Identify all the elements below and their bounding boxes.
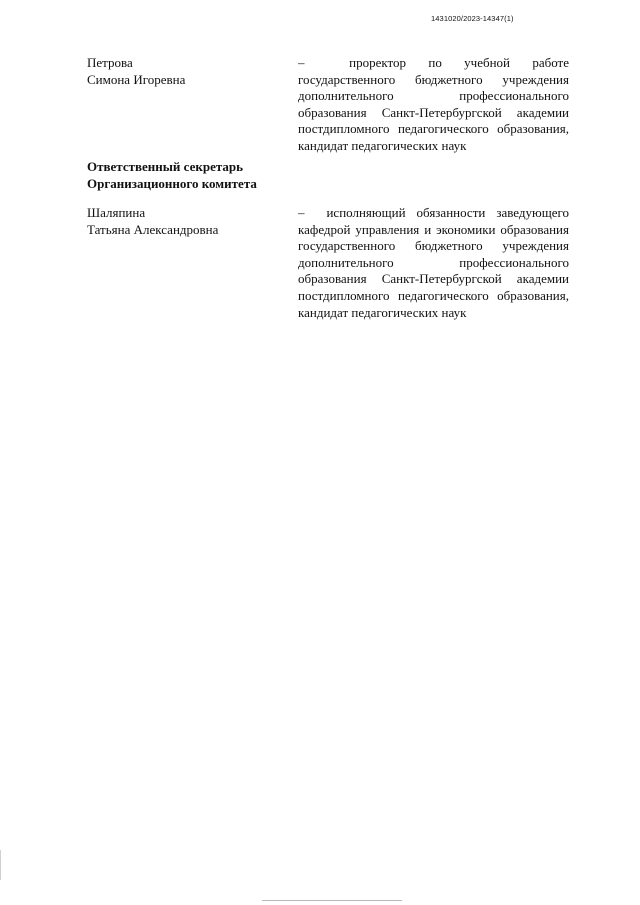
section-heading [87,159,257,192]
member-given-names: Симона Игоревна [87,71,186,87]
page-bottom-line [262,900,402,901]
dash-separator: – [298,55,305,70]
member-surname: Шаляпина [87,205,146,220]
section-heading-line-2: Организационного комитета [87,175,257,191]
member-position-description [298,55,569,155]
document-registration-number: 1431020/2023-14347(1) [431,14,514,23]
dash-separator: – [298,205,305,220]
section-heading-line-1: Ответственный секретарь [87,159,243,174]
member-position-text: исполняющий обязанности заведующего кафедрой управления и экономики образования государственного бюджетного учреждения дополнительного профессионального образования Санкт-Петербургской академии постдипломного педагогического образования, кандидат педагогических наук [298,205,570,320]
member-position-text: проректор по учебной работе государственного бюджетного учреждения дополнительного профессионального образования Санкт-Петербургской академии постдипломного педагогического образования, кандидат педагогических наук [298,55,570,153]
member-surname: Петрова [87,55,133,70]
member-name [87,205,277,238]
member-name [87,55,277,88]
member-given-names: Татьяна Александровна [87,221,219,237]
scan-edge-mark [0,850,1,880]
member-position-description [298,205,569,321]
